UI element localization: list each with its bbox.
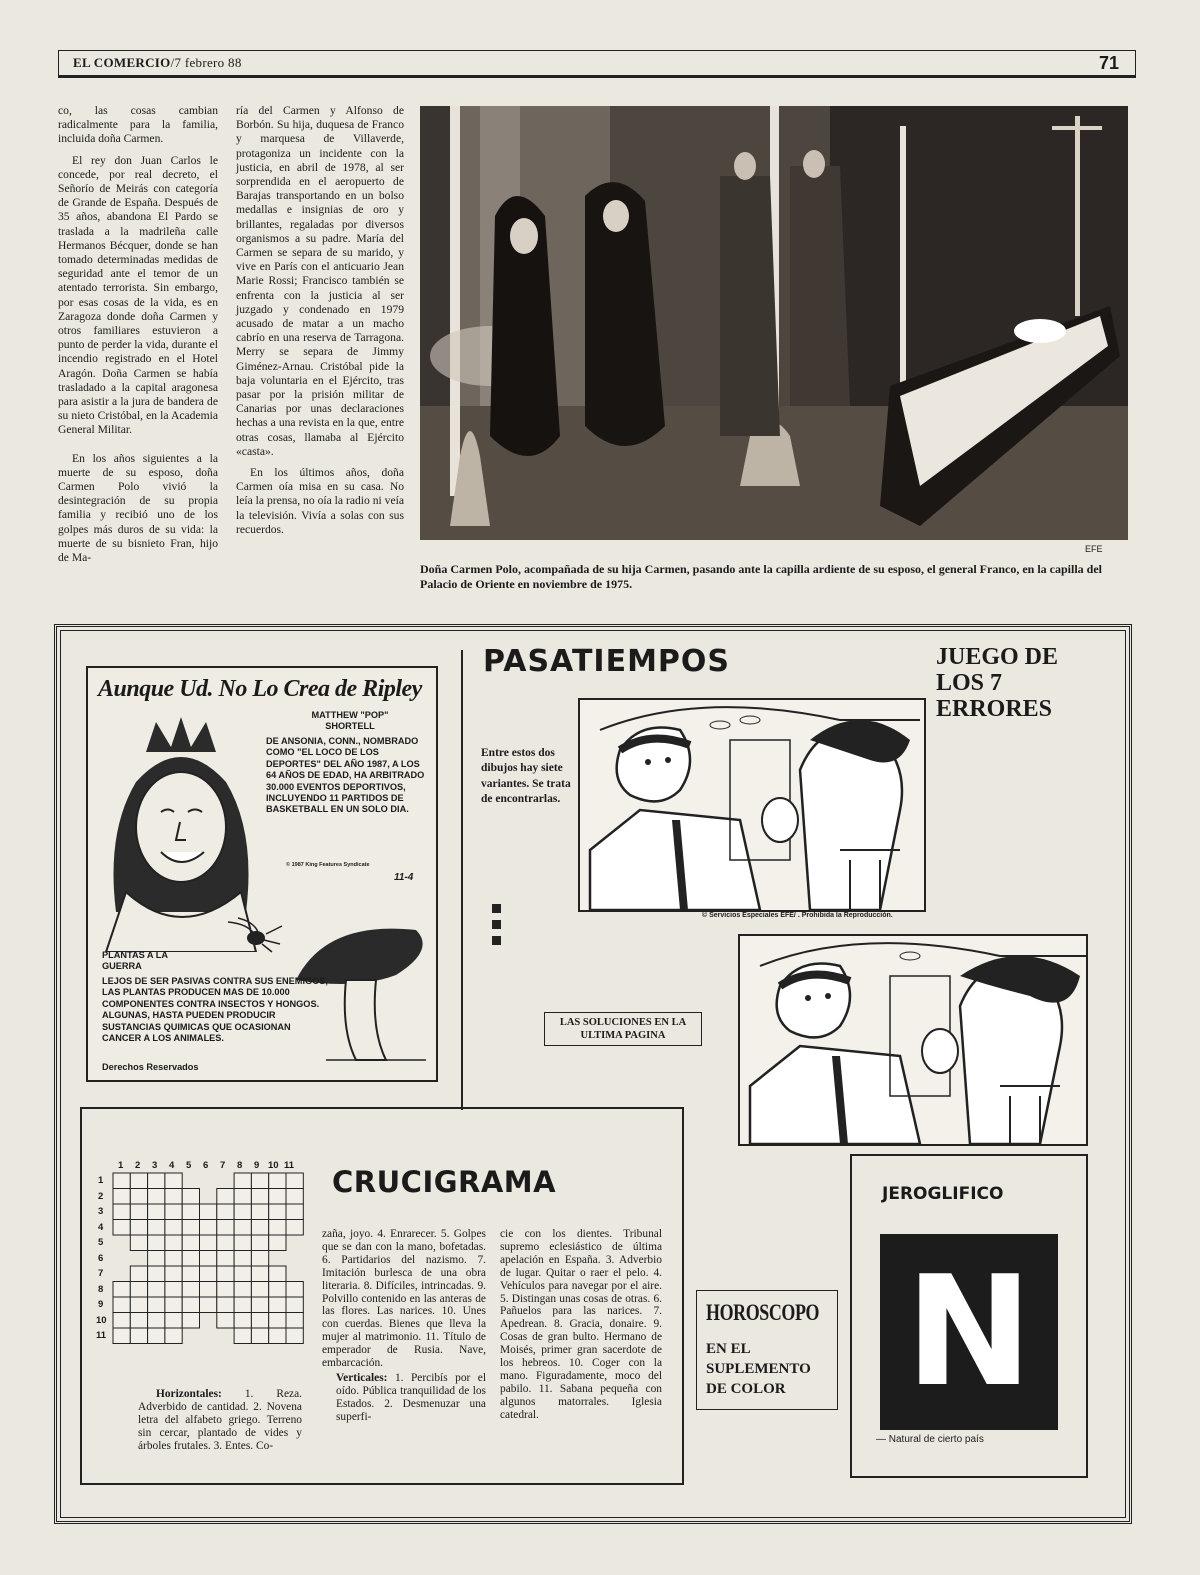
crossword-cell	[234, 1189, 251, 1205]
issue-date: /7 febrero 88	[170, 55, 242, 70]
crossword-cell	[286, 1220, 303, 1236]
col-number: 4	[169, 1160, 175, 1171]
crossword-cell	[251, 1173, 268, 1189]
ripley-item1-text: DE ANSONIA, CONN., NOMBRADO COMO "EL LOCO DE LOS DEPORTES" DEL AÑO 1987, A LOS 64 AÑOS DE EDAD, HA ARBITRADO 30.000 EVENTOS DEPORTIVOS, INCLUYENDO 11 PARTIDOS DE BASKETBALL EN UN SOLO DIA.	[266, 736, 425, 815]
crossword-cell	[148, 1189, 165, 1205]
crossword-cell	[130, 1313, 147, 1329]
crossword-cell	[269, 1282, 286, 1298]
crossword-cell	[165, 1173, 182, 1189]
crossword-cell	[130, 1173, 147, 1189]
crossword-cell	[269, 1297, 286, 1313]
page-header	[58, 50, 1136, 78]
row-number: 7	[98, 1268, 104, 1279]
row-number: 6	[98, 1252, 104, 1264]
crossword-cell	[251, 1204, 268, 1220]
crossword-cell	[165, 1235, 182, 1251]
bullet-marks	[492, 904, 501, 952]
crossword-cell	[286, 1282, 303, 1298]
jeroglifico-box	[850, 1154, 1088, 1478]
crossword-cell	[286, 1189, 303, 1205]
row-number: 5	[98, 1237, 104, 1248]
crossword-cell	[165, 1313, 182, 1329]
crossword-cell	[182, 1297, 199, 1313]
crossword-cell	[269, 1220, 286, 1236]
crossword-cell	[251, 1235, 268, 1251]
crossword-cell	[165, 1251, 182, 1267]
soluciones-notice: LAS SOLUCIONES EN LA ULTIMA PAGINA	[544, 1012, 702, 1046]
crossword-cell	[148, 1204, 165, 1220]
crossword-cell	[217, 1220, 234, 1236]
crossword-cell	[217, 1297, 234, 1313]
crossword-cell	[182, 1282, 199, 1298]
crossword-grid	[112, 1172, 308, 1346]
ripley-item2-heading: PLANTAS A LA GUERRA	[102, 950, 168, 972]
crossword-cell	[251, 1251, 268, 1267]
crossword-cell	[269, 1266, 286, 1282]
header-masthead	[73, 55, 242, 71]
col-number: 10	[268, 1160, 279, 1171]
row-number: 3	[98, 1206, 104, 1217]
crossword-cell	[113, 1328, 130, 1344]
ripley-panel	[86, 666, 438, 1082]
article-paragraph: En los años siguientes a la muerte de su esposo, doña Carmen Polo vivió la desintegración de su propia familia y recibió uno de los golpes más duros de su vida: la muerte de su bisnieto Fran, hijo de Ma-	[58, 451, 218, 565]
crossword-cell	[165, 1189, 182, 1205]
crossword-cell	[234, 1297, 251, 1313]
crossword-cell	[269, 1204, 286, 1220]
clues-horizontales	[138, 1388, 302, 1453]
crossword-cell	[234, 1204, 251, 1220]
crossword-cell	[130, 1220, 147, 1236]
verticales-label: Verticales:	[336, 1371, 388, 1384]
photo-caption: Doña Carmen Polo, acompañada de su hija Carmen, pasando ante la capilla ardiente de su esposo, el general Franco, en la capilla del Palacio de Oriente en noviembre de 1975.	[420, 562, 1103, 591]
insect-illustration	[218, 914, 288, 954]
col-number: 5	[186, 1160, 192, 1171]
ripley-rights: Derechos Reservados	[102, 1062, 199, 1072]
crossword-cell	[251, 1328, 268, 1344]
clues-column-2	[322, 1228, 486, 1424]
crossword-cell	[200, 1282, 217, 1298]
crossword-cell	[113, 1282, 130, 1298]
crossword-cell	[148, 1328, 165, 1344]
crossword-cell	[165, 1204, 182, 1220]
crossword-cell	[130, 1204, 147, 1220]
cartoon-2	[738, 934, 1088, 1146]
crossword-cell	[234, 1266, 251, 1282]
crossword-cell	[200, 1204, 217, 1220]
crossword-cell	[148, 1297, 165, 1313]
news-photo	[420, 106, 1128, 540]
crossword-cell	[269, 1235, 286, 1251]
crossword-cell	[182, 1220, 199, 1236]
crossword-cell	[113, 1297, 130, 1313]
ripley-title: Aunque Ud. No Lo Crea de Ripley	[98, 676, 422, 702]
juego-title: JUEGO DE LOS 7 ERRORES	[936, 644, 1059, 722]
crossword-cell	[182, 1189, 199, 1205]
crossword-cell	[130, 1189, 147, 1205]
newspaper-name: EL COMERCIO	[73, 55, 171, 70]
cartoon-1	[578, 698, 926, 912]
crossword-cell	[130, 1297, 147, 1313]
column-divider	[461, 650, 463, 1110]
crossword-cell	[200, 1220, 217, 1236]
crossword-cell	[251, 1220, 268, 1236]
verticales-text: 1. Percibís por el oído. Pública tranquilidad de los Estados. 2. Desmenuzar una superfi-	[336, 1371, 486, 1423]
article-column-1	[58, 104, 218, 572]
jeroglifico-image	[880, 1234, 1058, 1430]
crossword-cell	[217, 1251, 234, 1267]
crossword-cell	[234, 1328, 251, 1344]
crossword-cell	[234, 1220, 251, 1236]
crossword-cell	[165, 1328, 182, 1344]
row-number: 10	[96, 1314, 107, 1326]
row-number: 11	[96, 1330, 107, 1341]
crossword-cell	[130, 1235, 147, 1251]
row-number: 9	[98, 1299, 104, 1310]
crossword-cell	[269, 1313, 286, 1329]
crossword-cell	[200, 1251, 217, 1267]
crossword-cell	[148, 1235, 165, 1251]
clues-column-3: cie con los dientes. Tribunal supremo eclesiástico de última apelación en España. 3. Adverbio de lugar. Quitar o raer el pelo. 4. Vehículos para navegar por el aire. 5. Distingan unas cosas de otras. 6. Pañuelos para las narices. 7. Apedrean. 8. Gracia, donaire. 9. Cosas de gran bulto. Hermano de Moisés, primer gran sacerdote de los hebreos. 10. Coger con la mano. Figuradamente, moco del pabilo. 11. Sabana pequeña con algunos matorrales. Iglesia catedral.	[500, 1228, 662, 1421]
crossword-cell	[200, 1297, 217, 1313]
crossword-cell	[130, 1266, 147, 1282]
crossword-cell	[269, 1173, 286, 1189]
jeroglifico-title: JEROGLIFICO	[882, 1184, 1004, 1204]
crossword-cell	[113, 1220, 130, 1236]
crossword-cell	[217, 1204, 234, 1220]
horizontales-text: 1. Reza. Adverbido de cantidad. 2. Novena letra del alfabeto griego. Terreno sin cercar, plantado de vides y árboles frutales. 3. Entes. Co-	[138, 1388, 302, 1452]
page-number: 71	[1098, 53, 1119, 73]
horizontales-cont: zaña, joyo. 4. Enrarecer. 5. Golpes que se dan con la mano, bofetadas. 6. Partidarios del nazismo. 7. Imitación burlesca de una obra literaria. 8. Difíciles, intrincadas. 9. Polvillo contenido en las anteras de las flores. Las narices. 10. Unes con cuerdas. Bienes que lleva la mujer al matrimonio. 11. Título de emperador de Rusia. Nave, embarcación.	[322, 1228, 486, 1370]
ripley-item2-text: LEJOS DE SER PASIVAS CONTRA SUS ENEMIGOS, LAS PLANTAS PRODUCEN MAS DE 10.000 COMPONENTES CONTRA INSECTOS Y HONGOS. ALGUNAS, HASTA PUEDEN PRODUCIR SUSTANCIAS QUIMICAS QUE OCASIONAN CANCER A LOS ANIMALES.	[102, 976, 328, 1044]
cartoon-copyright: © Servicios Especiales EFE/ . Prohibida la Reproducción.	[702, 912, 893, 919]
crossword-cell	[148, 1220, 165, 1236]
ripley-item1-heading: MATTHEW "POP" SHORTELL	[311, 710, 389, 732]
crossword-cell	[148, 1266, 165, 1282]
crossword-cell	[286, 1297, 303, 1313]
crossword-cell	[269, 1328, 286, 1344]
crossword-cell	[251, 1189, 268, 1205]
juego-instructions: Entre estos dos dibujos hay siete variantes. Se trata de encontrarlas.	[481, 747, 571, 806]
horoscopo-title: HOROSCOPO	[706, 1300, 820, 1325]
crossword-cell	[113, 1313, 130, 1329]
col-number: 2	[135, 1160, 141, 1171]
crossword-cell	[182, 1235, 199, 1251]
crossword-cell	[148, 1282, 165, 1298]
col-number: 7	[220, 1160, 226, 1171]
crossword-cell	[217, 1282, 234, 1298]
crossword-cell	[130, 1328, 147, 1344]
jeroglifico-hint: — Natural de cierto país	[876, 1434, 984, 1445]
crossword-cell	[182, 1313, 199, 1329]
col-number: 9	[254, 1160, 260, 1171]
crossword-cell	[182, 1251, 199, 1267]
crossword-cell	[286, 1313, 303, 1329]
crossword-cell	[251, 1266, 268, 1282]
crossword-cell	[130, 1282, 147, 1298]
crossword-cell	[286, 1204, 303, 1220]
crossword-cell	[200, 1235, 217, 1251]
crossword-cell	[217, 1189, 234, 1205]
crossword-cell	[200, 1266, 217, 1282]
ripley-copyright: © 1987 King Features Syndicate	[286, 862, 370, 868]
cartoon-1-drawing	[580, 700, 924, 910]
crossword-cell	[165, 1266, 182, 1282]
crossword-cell	[165, 1282, 182, 1298]
crossword-cell	[165, 1297, 182, 1313]
article-paragraph: ría del Carmen y Alfonso de Borbón. Su hija, duquesa de Franco y marquesa de Villaverde, protagoniza un incidente con la justicia, en abril de 1978, al ser sorprendida en el aeropuerto de Barajas transportando en un bolso medallas e insignias de oro y brillantes, regaladas por diversos organismos a su padre. María del Carmen se separa de su marido, y vive en París con el anticuario Jean Marie Rossi; Francisco también se enfrenta con la justicia al ser juzgado y condenado en 1979 acusado de matar a un macho cabrío en una reserva de Tarragona. Merry se separa de Jimmy Giménez-Arnau. Cristóbal pide la baja voluntaria en el Ejército, tras pasar por la prisión militar de Canarias por unas declaraciones hechas a una revista en la que, entre otras cosas, llamaba al Ejército «casta».	[236, 104, 404, 458]
row-number: 4	[98, 1221, 104, 1233]
col-number: 3	[152, 1160, 158, 1171]
jeroglifico-letter: N	[905, 1243, 1033, 1420]
crossword-cell	[217, 1313, 234, 1329]
col-number: 8	[237, 1160, 243, 1171]
cartoon-2-drawing	[740, 936, 1086, 1144]
crucigrama-title: CRUCIGRAMA	[332, 1165, 557, 1199]
crossword-cell	[286, 1328, 303, 1344]
col-number: 6	[203, 1160, 209, 1171]
crossword-cell	[234, 1251, 251, 1267]
article-column-2	[236, 104, 404, 544]
funeral-scene-illustration	[420, 106, 1128, 540]
crossword-cell	[182, 1204, 199, 1220]
horoscopo-text: EN EL SUPLEMENTO DE COLOR	[706, 1341, 811, 1397]
crossword-cell	[165, 1220, 182, 1236]
row-number: 2	[98, 1190, 104, 1202]
crossword-cell	[148, 1251, 165, 1267]
crossword-cell	[269, 1189, 286, 1205]
col-number: 1	[118, 1160, 124, 1171]
row-number: 1	[98, 1175, 104, 1186]
crossword-cell	[234, 1313, 251, 1329]
crossword-cell	[234, 1235, 251, 1251]
photo-credit: EFE	[1085, 544, 1103, 554]
crossword-cell	[217, 1266, 234, 1282]
crossword-cell	[148, 1313, 165, 1329]
article-paragraph: En los últimos años, doña Carmen oía misa en su casa. No leía la prensa, no oía la radio ni veía la televisión. Vivía a solas con sus recuerdos.	[236, 466, 404, 536]
crossword-cell	[286, 1173, 303, 1189]
crossword-cell	[113, 1189, 130, 1205]
crossword-cell	[251, 1297, 268, 1313]
col-number: 11	[284, 1160, 295, 1171]
crossword-cell	[148, 1173, 165, 1189]
article-paragraph: El rey don Juan Carlos le concede, por real decreto, el Señorío de Meirás con categoría de Grande de España. Después de 35 años, abandona El Pardo se traslada a la madrileña calle Hermanos Bécquer, donde se han tomado determinadas medidas de seguridad ante el temor de un atentado terrorista. Sin embargo, por esas cosas de la vida, es en Zaragoza donde doña Carmen y otros familiares estuvieron a punto de perder la vida, durante el incendio registrado en el Hotel Aragón. Doña Carmen se había trasladado a la capital aragonesa para asistir a la jura de bandera de su nieto Cristóbal, en la Academia General Militar.	[58, 153, 218, 437]
crossword-cell	[234, 1173, 251, 1189]
crossword-cell	[113, 1173, 130, 1189]
horizontales-label: Horizontales:	[156, 1388, 222, 1400]
row-number: 8	[98, 1283, 104, 1295]
pasatiempos-title: PASATIEMPOS	[483, 644, 731, 679]
crossword-cell	[251, 1313, 268, 1329]
crossword-cell	[234, 1282, 251, 1298]
crossword-cell	[217, 1235, 234, 1251]
crossword-cell	[251, 1282, 268, 1298]
ripley-date-mark: 11-4	[394, 872, 414, 883]
horoscopo-box	[696, 1290, 838, 1410]
article-paragraph: co, las cosas cambian radicalmente para la familia, incluida doña Carmen.	[58, 104, 218, 146]
crossword-cell	[113, 1204, 130, 1220]
crossword-cell	[182, 1266, 199, 1282]
